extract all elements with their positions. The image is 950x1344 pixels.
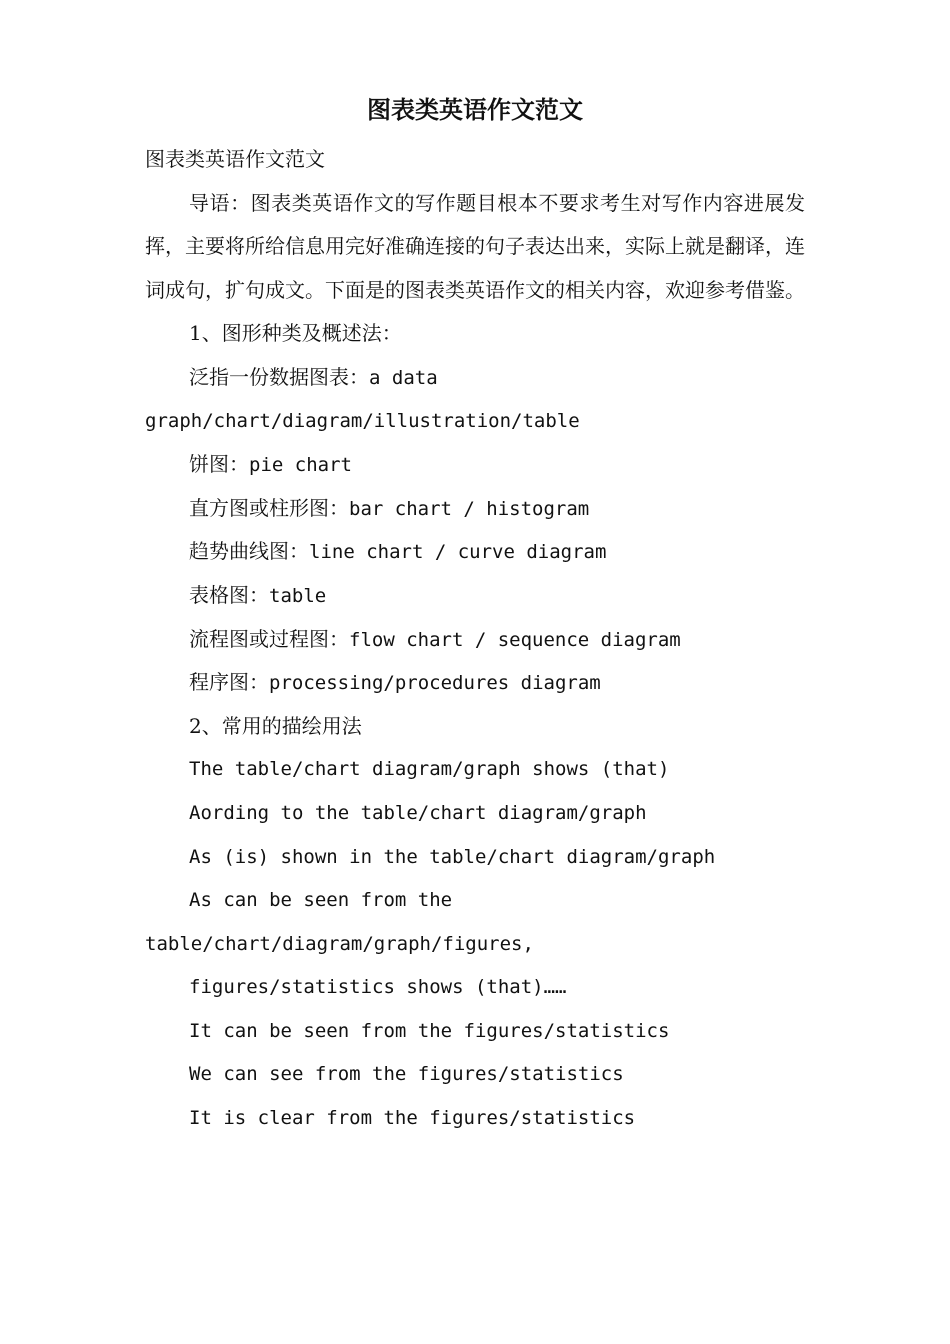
subtitle: 图表类英语作文范文 (145, 147, 325, 171)
document-title: 图表类英语作文范文 (367, 95, 583, 124)
chart-term-pie (145, 443, 805, 487)
data-chart-term-part2: graph/chart/diagram/illustration/table (145, 409, 580, 432)
phrase-7: We can see from the figures/statistics (189, 1063, 624, 1086)
phrase-8: It is clear from the figures/statistics (189, 1107, 636, 1130)
chart-term-value: table (269, 584, 327, 607)
phrase-6: It can be seen from the figures/statistics (189, 1019, 670, 1042)
document-body (145, 138, 805, 1141)
data-chart-label: 泛指一份数据图表： (189, 364, 369, 389)
chart-term-label: 表格图： (189, 582, 269, 607)
chart-term-procedure (145, 661, 805, 705)
phrase-2: Aording to the table/chart diagram/graph (189, 801, 647, 824)
chart-term-line (145, 530, 805, 574)
phrase-4-part1: As can be seen from the (189, 889, 453, 912)
chart-term-table (145, 574, 805, 618)
chart-term-value: pie chart (249, 454, 352, 477)
data-chart-line (145, 356, 805, 400)
section-2-heading: 2、常用的描绘用法 (189, 713, 362, 738)
chart-term-value: bar chart / histogram (349, 497, 590, 520)
chart-term-label: 直方图或柱形图： (189, 495, 349, 520)
phrase-4-part2: table/chart/diagram/graph/figures, (145, 932, 534, 955)
intro-paragraph: 导语：图表类英语作文的写作题目根本不要求考生对写作内容进展发挥，主要将所给信息用完好准确连接的句子表达出来，实际上就是翻译，连词成句，扩句成文。下面是的图表类英语作文的相关内容，欢迎参考借鉴。 (145, 190, 805, 302)
chart-term-label: 趋势曲线图： (189, 539, 309, 564)
phrase-5: figures/statistics shows (that)…… (189, 976, 567, 999)
chart-term-value: flow chart / sequence diagram (349, 628, 681, 651)
data-chart-term-part1: a data (369, 366, 438, 389)
chart-term-value: line chart / curve diagram (309, 541, 607, 564)
phrase-1: The table/chart diagram/graph shows (that) (189, 758, 670, 781)
chart-term-label: 饼图： (189, 452, 249, 477)
chart-term-label: 程序图： (189, 670, 269, 695)
chart-term-bar (145, 487, 805, 531)
chart-term-label: 流程图或过程图： (189, 626, 349, 651)
chart-term-value: processing/procedures diagram (269, 672, 601, 695)
phrase-3: As (is) shown in the table/chart diagram/graph (189, 845, 716, 868)
chart-term-flow (145, 618, 805, 662)
section-1-heading: 1、图形种类及概述法： (189, 321, 402, 346)
